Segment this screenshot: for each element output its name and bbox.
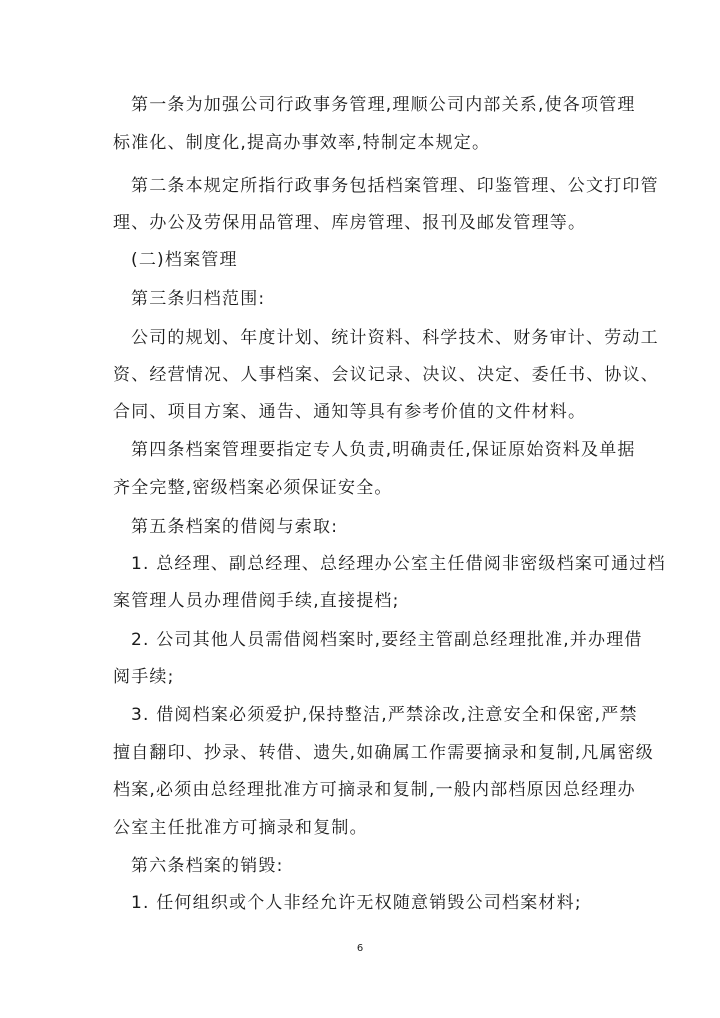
text-line: 3. 借阅档案必须爱护,保持整洁,严禁涂改,注意安全和保密,严禁	[131, 705, 638, 725]
text-line: 1. 任何组织或个人非经允许无权随意销毁公司档案材料;	[131, 893, 582, 913]
text-line: 第五条档案的借阅与索取:	[131, 517, 339, 537]
text-line: 阅手续;	[113, 667, 175, 687]
text-line: 公司的规划、年度计划、统计资料、科学技术、财务审计、劳动工	[131, 328, 659, 348]
page-number: 6	[356, 943, 364, 954]
text-line: 齐全完整,密级档案必须保证安全。	[113, 478, 393, 498]
text-line: 理、办公及劳保用品管理、库房管理、报刊及邮发管理等。	[113, 213, 587, 233]
section-heading: (二)档案管理	[131, 250, 238, 270]
text-line: 资、经营情况、人事档案、会议记录、决议、决定、委任书、协议、	[113, 365, 659, 385]
text-line: 档案,必须由总经理批准方可摘录和复制,一般内部档原因总经理办	[113, 780, 636, 800]
text-line: 第四条档案管理要指定专人负责,明确责任,保证原始资料及单据	[131, 440, 636, 460]
text-line: 第二条本规定所指行政事务包括档案管理、印鉴管理、公文打印管	[131, 176, 659, 196]
text-line: 2. 公司其他人员需借阅档案时,要经主管副总经理批准,并办理借	[131, 630, 643, 650]
text-line: 案管理人员办理借阅手续,直接提档;	[113, 591, 400, 611]
text-line: 第一条为加强公司行政事务管理,理顺公司内部关系,使各项管理	[131, 95, 636, 115]
text-line: 擅自翻印、抄录、转借、遗失,如确属工作需要摘录和复制,凡属密级	[113, 743, 655, 763]
text-line: 标准化、制度化,提高办事效率,特制定本规定。	[113, 133, 491, 153]
text-line: 合同、项目方案、通告、通知等具有参考价值的文件材料。	[113, 402, 587, 422]
text-line: 第三条归档范围:	[131, 289, 266, 309]
text-line: 第六条档案的销毁:	[131, 856, 284, 876]
text-line: 1. 总经理、副总经理、总经理办公室主任借阅非密级档案可通过档	[131, 554, 666, 574]
text-line: 公室主任批准方可摘录和复制。	[113, 818, 368, 838]
